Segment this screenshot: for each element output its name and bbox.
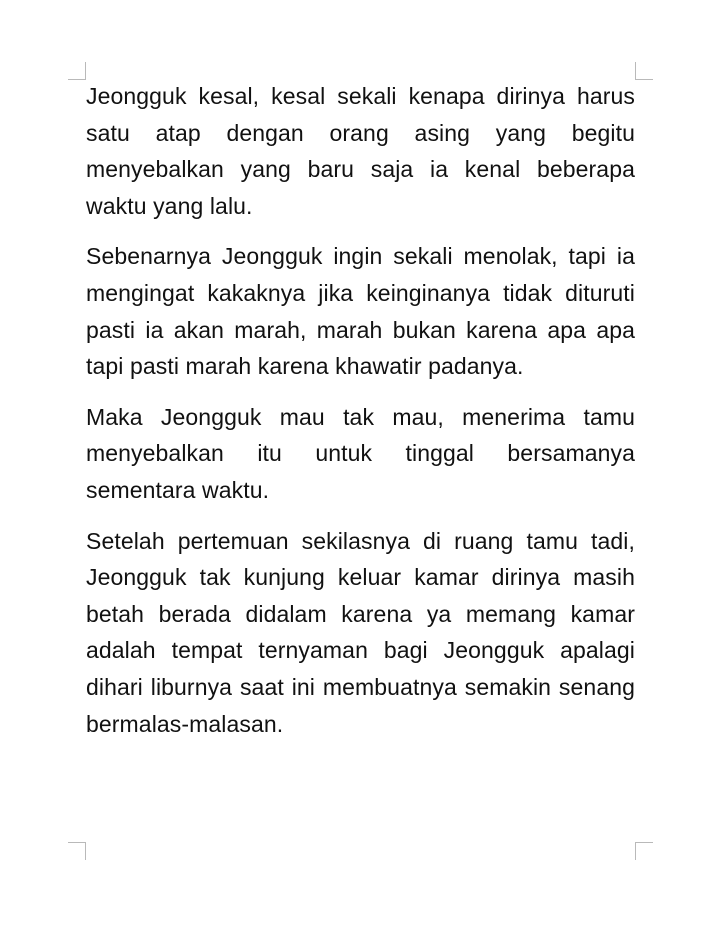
paragraph-3: Maka Jeongguk mau tak mau, menerima tamu menyebalkan itu untuk tinggal bersamanya sementara waktu. [86,403,635,503]
paragraph-2: Sebenarnya Jeongguk ingin sekali menolak, tapi ia mengingat kakaknya jika keinginanya tidak dituruti pasti ia akan marah, marah bukan karena apa apa tapi pasti marah karena khawatir padanya. [86,243,635,380]
paragraph-1: Jeongguk kesal, kesal sekali kenapa dirinya harus satu atap dengan orang asing yang begitu menyebalkan yang baru saja ia kenal beberapa waktu yang lalu. [86,83,635,219]
margin-mark-bottom-left [68,842,86,860]
paragraph-4: Setelah pertemuan sekilasnya di ruang tamu tadi, Jeongguk tak kunjung keluar kamar dirinya masih betah berada didalam karena ya memang kamar adalah tempat ternyaman bagi Jeongguk apalagi dihari liburnya saat ini membuatnya semakin senang bermalas-malasan. [86,527,635,737]
margin-mark-top-right [635,62,653,80]
margin-mark-top-left [68,62,86,80]
document-body [86,78,635,756]
margin-mark-bottom-right [635,842,653,860]
